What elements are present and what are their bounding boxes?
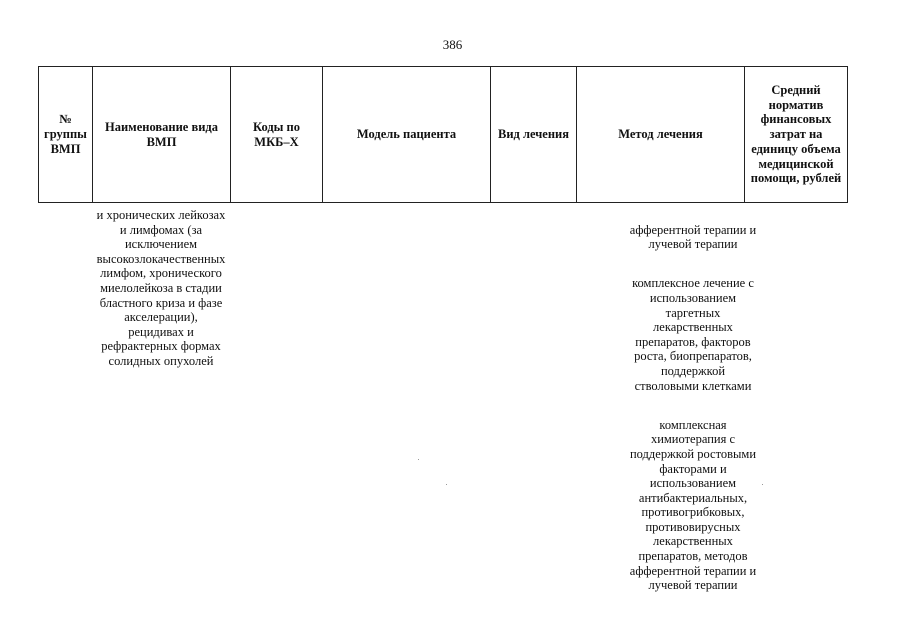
page-number: 386	[442, 37, 463, 52]
table-header	[38, 66, 848, 203]
vmp-name-cell: и хронических лейкозах и лимфомах (за исключением высокозлокачественных лимфом, хронического миелолейкоза в стадии бластного криза и фазе акселерации), рецидивах и рефрактерных формах солидных опухолей	[96, 208, 226, 368]
header-treatment-method: Метод лечения	[577, 67, 745, 203]
header-group-number: № группы ВМП	[39, 67, 93, 203]
header-vmp-name: Наименование вида ВМП	[93, 67, 231, 203]
treatment-method-cell	[616, 208, 770, 617]
treatment-method-item: комплексное лечение с использованием таргетных лекарственных препаратов, факторов роста, биопрепаратов, поддержкой стволовыми клетками	[632, 276, 754, 393]
header-patient-model: Модель пациента	[323, 67, 491, 203]
treatment-method-item: афферентной терапии и лучевой терапии	[629, 222, 757, 252]
table-row	[38, 202, 847, 622]
scan-speck	[762, 484, 763, 485]
header-icd-codes: Коды по МКБ–Х	[231, 67, 323, 203]
treatment-method-item: комплексная химиотерапия с поддержкой ростовыми факторами и использованием антибактериальных, противогрибковых, противовирусных лекарственных препаратов, методов афферентной терапии и лучевой терапии	[629, 417, 757, 593]
header-treatment-type: Вид лечения	[491, 67, 577, 203]
scan-speck	[446, 484, 447, 485]
scan-speck	[418, 459, 419, 460]
header-average-cost: Средний норматив финансовых затрат на единицу объема медицинской помощи, рублей	[745, 67, 848, 203]
